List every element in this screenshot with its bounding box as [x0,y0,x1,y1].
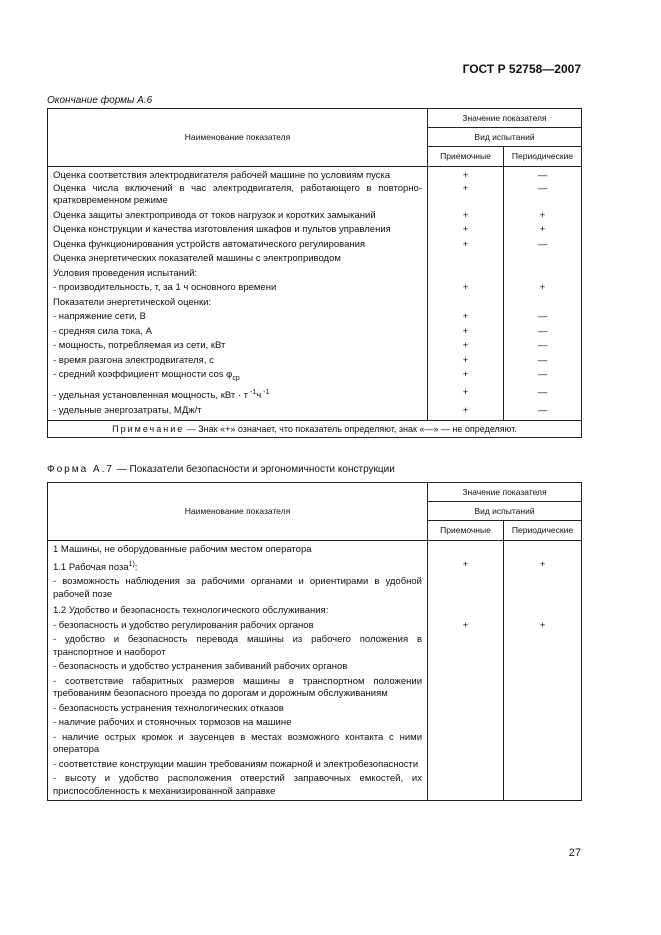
table-row [48,208,582,223]
periodic-mark: — [504,324,582,339]
acceptance-mark: + [428,167,504,183]
table-row [48,295,582,310]
table-row [48,251,582,266]
table-form-a6 [47,108,582,438]
column-header-test-type: Вид испытаний [428,128,582,147]
periodic-mark: — [504,367,582,385]
periodic-mark [504,701,582,716]
periodic-mark [504,541,582,557]
table-row [48,167,582,183]
row-name: - удобство и безопасность перевода машины из рабочего положения в транспортное и наоборот [48,632,428,659]
acceptance-mark [428,715,504,730]
column-header-test-type: Вид испытаний [428,502,582,521]
table-row [48,771,582,801]
acceptance-mark: + [428,208,504,223]
acceptance-mark [428,757,504,772]
row-name: - производительность, т, за 1 ч основного времени [48,280,428,295]
periodic-mark: — [504,338,582,353]
periodic-mark: — [504,237,582,252]
acceptance-mark: + [428,367,504,385]
table-row [48,730,582,757]
table-row [48,574,582,601]
table-row [48,632,582,659]
acceptance-mark: + [428,222,504,237]
table-note: Примечание — Знак «+» означает, что показатель определяют, знак «—» — не определяют. [48,420,582,438]
periodic-mark: + [504,557,582,575]
table2-caption: Форма А.7 — Показатели безопасности и эргономичности конструкции [47,464,395,475]
column-header-value: Значение показателя [428,483,582,502]
periodic-mark [504,730,582,757]
periodic-mark [504,601,582,618]
table-row [48,367,582,385]
acceptance-mark [428,659,504,674]
table1-caption: Окончание формы А.6 [47,95,153,106]
row-name: Оценка соответствия электродвигателя рабочей машине по условиям пуска [48,167,428,183]
acceptance-mark [428,574,504,601]
row-name: Оценка числа включений в час электродвигателя, работающего в повторно-кратковременном режиме [48,183,428,208]
row-name: 1.2 Удобство и безопасность технологического обслуживания: [48,601,428,618]
row-name: - соответствие габаритных размеров машины в транспортном положении требованиям безопасного проезда по дорогам и дорожным обслуживаниям [48,674,428,701]
acceptance-mark [428,674,504,701]
row-name: - удельные энергозатраты, МДж/т [48,403,428,420]
row-name: Показатели энергетической оценки: [48,295,428,310]
acceptance-mark: + [428,280,504,295]
row-name: - безопасность и удобство устранения забиваний рабочих органов [48,659,428,674]
acceptance-mark: + [428,338,504,353]
acceptance-mark [428,601,504,618]
table-row [48,280,582,295]
row-name: - наличие рабочих и стояночных тормозов на машине [48,715,428,730]
acceptance-mark: + [428,618,504,633]
periodic-mark [504,295,582,310]
periodic-mark: — [504,183,582,208]
table-row [48,385,582,403]
column-header-periodic: Периодические [504,147,582,167]
row-name: 1.1 Рабочая поза$^{1)}$: [48,557,428,575]
row-name: - высоту и удобство расположения отверстий заправочных емкостей, их приспособленность к механизированной заправке [48,771,428,801]
row-name: Оценка энергетических показателей машины с электроприводом [48,251,428,266]
table-row [48,674,582,701]
acceptance-mark [428,632,504,659]
table-form-a7 [47,482,582,801]
acceptance-mark [428,771,504,801]
acceptance-mark: + [428,309,504,324]
table-row [48,324,582,339]
periodic-mark [504,632,582,659]
table-row [48,757,582,772]
acceptance-mark: + [428,183,504,208]
periodic-mark [504,659,582,674]
row-name: Оценка функционирования устройств автоматического регулирования [48,237,428,252]
table-row [48,183,582,208]
periodic-mark: + [504,618,582,633]
row-name: - время разгона электродвигателя, с [48,353,428,368]
row-name: - наличие острых кромок и заусенцев в местах возможного контакта с ними оператора [48,730,428,757]
row-name: - средний коэффициент мощности $\cos \varphi_{ср}$ [48,367,428,385]
acceptance-mark: + [428,237,504,252]
table-row [48,659,582,674]
periodic-mark: + [504,222,582,237]
acceptance-mark [428,701,504,716]
table-row [48,541,582,557]
table-row [48,338,582,353]
row-name: - возможность наблюдения за рабочими органами и ориентирами в удобной рабочей позе [48,574,428,601]
table-row [48,601,582,618]
row-name: - безопасность устранения технологических отказов [48,701,428,716]
column-header-acceptance: Приемочные [428,521,504,541]
acceptance-mark [428,730,504,757]
acceptance-mark: + [428,385,504,403]
column-header-value: Значение показателя [428,109,582,128]
row-name: - соответствие конструкции машин требованиям пожарной и электробезопасности [48,757,428,772]
periodic-mark [504,674,582,701]
acceptance-mark: + [428,403,504,420]
column-header-acceptance: Приемочные [428,147,504,167]
row-name: Оценка защиты электропривода от токов нагрузок и коротких замыканий [48,208,428,223]
document-code: ГОСТ Р 52758—2007 [462,62,581,76]
acceptance-mark [428,295,504,310]
row-name: - средняя сила тока, А [48,324,428,339]
row-name: Условия проведения испытаний: [48,266,428,281]
table-row [48,222,582,237]
acceptance-mark [428,266,504,281]
page-number: 27 [568,847,581,859]
periodic-mark [504,757,582,772]
table-row [48,353,582,368]
periodic-mark: — [504,309,582,324]
acceptance-mark [428,541,504,557]
row-name: - напряжение сети, В [48,309,428,324]
table-row [48,266,582,281]
table-row [48,715,582,730]
row-name: - безопасность и удобство регулирования рабочих органов [48,618,428,633]
row-name: 1 Машины, не оборудованные рабочим местом оператора [48,541,428,557]
periodic-mark: — [504,385,582,403]
periodic-mark [504,771,582,801]
table-row [48,557,582,575]
column-header-name: Наименование показателя [48,483,428,541]
acceptance-mark [428,251,504,266]
column-header-name: Наименование показателя [48,109,428,167]
periodic-mark [504,715,582,730]
acceptance-mark: + [428,353,504,368]
table-row [48,618,582,633]
table-row [48,237,582,252]
periodic-mark [504,266,582,281]
periodic-mark: — [504,167,582,183]
row-name: Оценка конструкции и качества изготовления шкафов и пультов управления [48,222,428,237]
table-row [48,403,582,420]
row-name: - мощность, потребляемая из сети, кВт [48,338,428,353]
column-header-periodic: Периодические [504,521,582,541]
acceptance-mark: + [428,324,504,339]
table-row [48,309,582,324]
acceptance-mark: + [428,557,504,575]
periodic-mark: — [504,403,582,420]
periodic-mark [504,574,582,601]
periodic-mark: — [504,353,582,368]
periodic-mark: + [504,280,582,295]
row-name: - удельная установленная мощность, кВт · т $^{-1}$ч $^{-1}$ [48,385,428,403]
periodic-mark [504,251,582,266]
periodic-mark: + [504,208,582,223]
table-row [48,701,582,716]
